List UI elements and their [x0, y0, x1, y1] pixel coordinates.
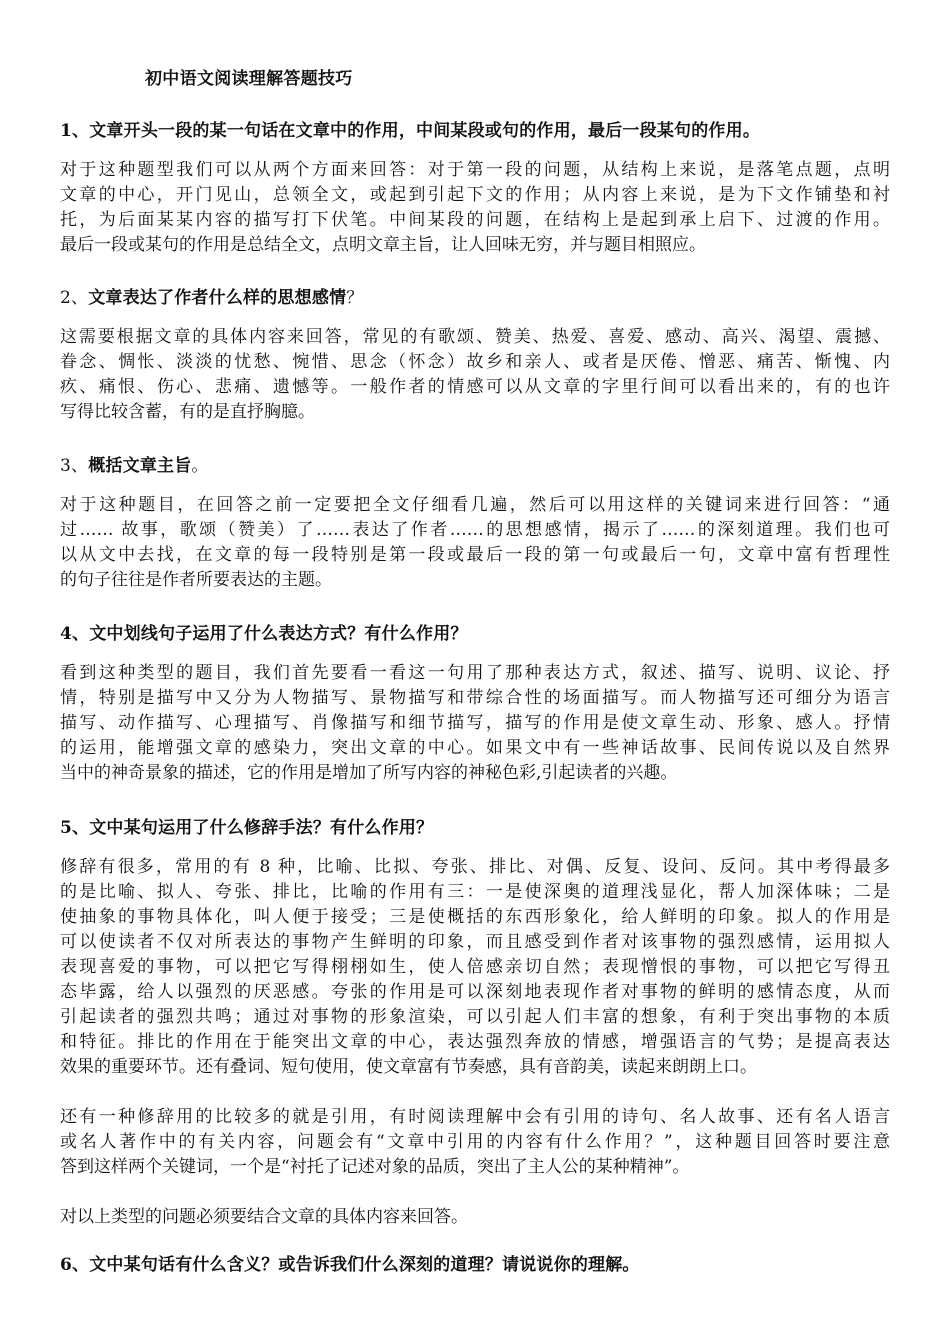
- text-line: 最后一段或某句的作用是总结全文，点明文章主旨，让人回味无穷，并与题目相照应。: [60, 235, 706, 255]
- text-line: 对以上类型的问题必须要结合文章的具体内容来回答。: [60, 1207, 468, 1227]
- text-line: 效果的重要环节。还有叠词、短句使用，使文章富有节奏感，具有音韵美，读起来朗朗上口。: [60, 1057, 757, 1077]
- text-line: 眷念、惆怅、淡淡的忧愁、惋惜、思念（怀念）故乡和亲人、或者是厌倦、憎恶、痛苦、惭愧、内: [60, 352, 890, 372]
- text-line: 的句子往往是作者所要表达的主题。: [60, 570, 332, 590]
- section-title-tail: ？: [346, 288, 364, 308]
- section-1-paragraph: [60, 158, 890, 258]
- text-line: 答到这样两个关键词，一个是“衬托了记述对象的品质，突出了主人公的某种精神”。: [60, 1157, 690, 1177]
- text-line: 当中的神奇景象的描述，它的作用是增加了所写内容的神秘色彩,引起读者的兴趣。: [60, 763, 678, 783]
- section-title: 概括文章主旨: [88, 456, 192, 476]
- section-3-paragraph: [60, 493, 890, 593]
- text-line: 还有一种修辞用的比较多的就是引用，有时阅读理解中会有引用的诗句、名人故事、还有名人语言: [60, 1107, 890, 1127]
- section-3-heading: [60, 451, 209, 476]
- text-line: 写得比较含蓄，有的是直抒胸臆。: [60, 402, 315, 422]
- section-5-paragraph: [60, 855, 890, 1080]
- text-line: 过…… 故事，歌颂（赞美）了……表达了作者……的思想感情，揭示了……的深刻道理。我们也可: [60, 520, 890, 540]
- section-title: 文中某句话有什么含义？或告诉我们什么深刻的道理？请说说你的理解。: [89, 1255, 640, 1275]
- text-line: 可以使读者不仅对所表达的事物产生鲜明的印象，而且感受到作者对该事物的强烈感情，运用拟人: [60, 932, 890, 952]
- text-line: 引起读者的强烈共鸣；通过对事物的形象渲染，可以引起人们丰富的想象，有利于突出事物的本质: [60, 1007, 890, 1027]
- section-2-paragraph: [60, 325, 890, 425]
- text-line: 文章的中心，开门见山，总领全文，或起到引起下文的作用；从内容上来说，是为下文作铺垫和衬: [60, 185, 890, 205]
- text-line: 修辞有很多，常用的有 8 种，比喻、比拟、夸张、排比、对偶、反复、设问、反问。其中考得最多: [60, 857, 890, 877]
- section-number: 5、: [60, 818, 90, 838]
- section-number: 4、: [60, 624, 90, 644]
- text-line: 对于这种题型我们可以从两个方面来回答：对于第一段的问题，从结构上来说，是落笔点题，点明: [60, 160, 890, 180]
- section-6-heading: [60, 1250, 640, 1275]
- text-line: 以从文中去找，在文章的每一段特别是第一段或最后一段的第一句或最后一句，文章中富有哲理性: [60, 545, 890, 565]
- section-number: 3、: [60, 456, 89, 476]
- text-line: 使抽象的事物具体化，叫人便于接受；三是使概括的东西形象化，给人鲜明的印象。拟人的作用是: [60, 907, 890, 927]
- section-title: 文章表达了作者什么样的思想感情: [88, 288, 347, 308]
- text-line: 托，为后面某某内容的描写打下伏笔。中间某段的问题，在结构上是起到承上启下、过渡的作用。: [60, 210, 890, 230]
- section-5-paragraph-quote: [60, 1105, 890, 1180]
- section-title: 文中某句运用了什么修辞手法？有什么作用？: [89, 818, 434, 838]
- section-5-paragraph-note: [60, 1205, 890, 1230]
- section-5-heading: [60, 813, 433, 838]
- section-title: 文章开头一段的某一句话在文章中的作用，中间某段或句的作用，最后一段某句的作用。: [89, 121, 761, 141]
- text-line: 情，特别是描写中又分为人物描写、景物描写和带综合性的场面描写。而人物描写还可细分为语言: [60, 688, 890, 708]
- section-1-heading: [60, 116, 760, 141]
- section-number: 2、: [60, 288, 89, 308]
- text-line: 对于这种题目，在回答之前一定要把全文仔细看几遍，然后可以用这样的关键词来进行回答：“通: [60, 495, 890, 515]
- text-line: 看到这种类型的题目，我们首先要看一看这一句用了那种表达方式，叙述、描写、说明、议论、抒: [60, 663, 890, 683]
- text-line: 描写、动作描写、心理描写、肖像描写和细节描写，描写的作用是使文章生动、形象、感人。抒情: [60, 713, 890, 733]
- text-line: 态毕露，给人以强烈的厌恶感。夸张的作用是可以深刻地表现作者对事物的鲜明的感情态度，从而: [60, 982, 890, 1002]
- section-title-tail: 。: [191, 456, 209, 476]
- text-line: 或名人著作中的有关内容，问题会有“文章中引用的内容有什么作用？”，这种题目回答时要注意: [60, 1132, 890, 1152]
- document-title: 初中语文阅读理解答题技巧: [145, 69, 353, 89]
- text-line: 疚、痛恨、伤心、悲痛、遗憾等。一般作者的情感可以从文章的字里行间可以看出来的，有的也许: [60, 377, 890, 397]
- text-line: 表现喜爱的事物，可以把它写得栩栩如生，使人倍感亲切自然；表现憎恨的事物，可以把它写得丑: [60, 957, 890, 977]
- text-line: 和特征。排比的作用在于能突出文章的中心，表达强烈奔放的情感，增强语言的气势；是提高表达: [60, 1032, 890, 1052]
- section-title: 文中划线句子运用了什么表达方式？有什么作用？: [89, 624, 468, 644]
- section-4-heading: [60, 619, 468, 644]
- section-number: 1、: [60, 121, 90, 141]
- section-2-heading: [60, 283, 363, 308]
- section-number: 6、: [60, 1255, 90, 1275]
- text-line: 的是比喻、拟人、夸张、排比，比喻的作用有三：一是使深奥的道理浅显化，帮人加深体味；二是: [60, 882, 890, 902]
- text-line: 这需要根据文章的具体内容来回答，常见的有歌颂、赞美、热爱、喜爱、感动、高兴、渴望、震撼、: [60, 327, 890, 347]
- text-line: 的运用，能增强文章的感染力，突出文章的中心。如果文中有一些神话故事、民间传说以及自然界: [60, 738, 890, 758]
- section-4-paragraph: [60, 661, 890, 786]
